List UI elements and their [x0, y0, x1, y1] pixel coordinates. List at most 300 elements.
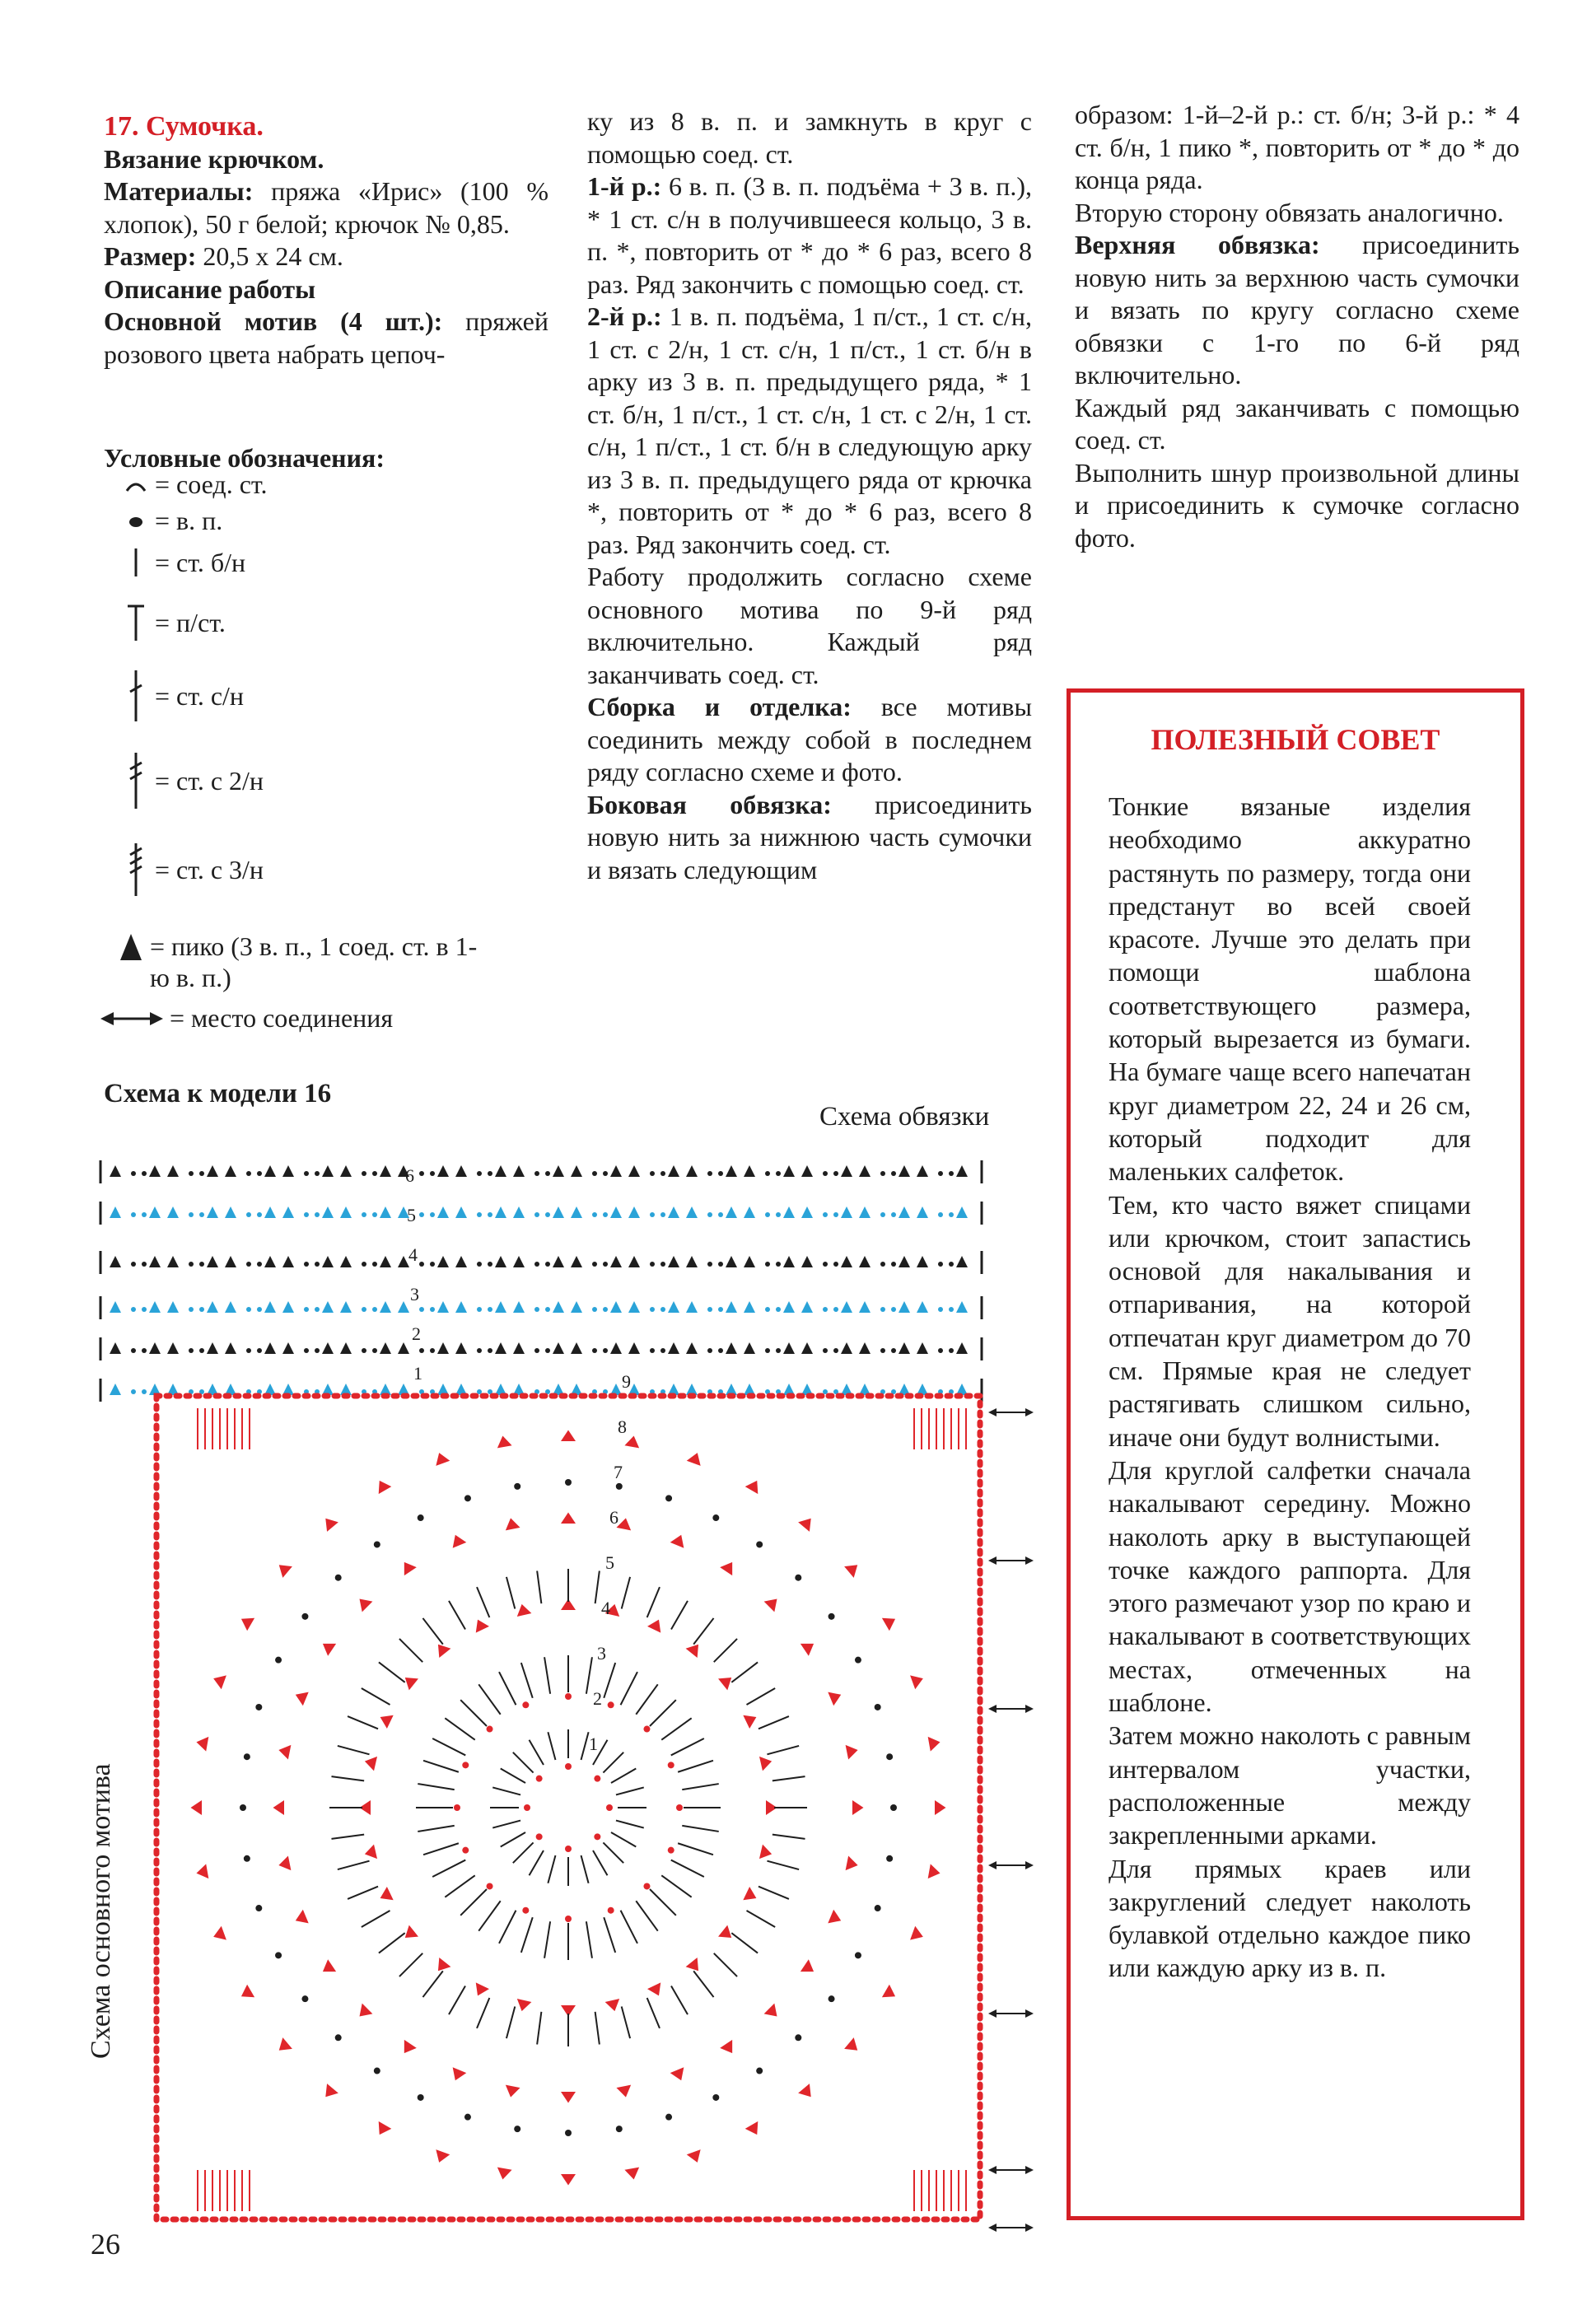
- edging-row-number: 5: [407, 1205, 416, 1225]
- edging-picot: [610, 1301, 622, 1313]
- treble-icon: [122, 749, 150, 812]
- edging-chain: [949, 1212, 954, 1217]
- motif-stitch: [622, 1577, 630, 1609]
- motif-chain: [275, 1952, 282, 1958]
- motif-chain: [665, 2114, 672, 2121]
- edging-chain: [718, 1348, 723, 1353]
- edging-chain: [419, 1348, 424, 1353]
- edging-chain: [833, 1212, 838, 1217]
- legend-item: = в. п.: [122, 506, 222, 536]
- edging-chain: [131, 1389, 136, 1394]
- motif-stitch: [611, 1832, 636, 1847]
- motif-picot: [360, 2004, 373, 2017]
- edging-chain: [488, 1212, 492, 1217]
- motif-stitch: [693, 1618, 713, 1645]
- edging-picot: [207, 1165, 218, 1177]
- motif-row-number: 5: [605, 1552, 614, 1573]
- edging-picot: [610, 1206, 622, 1218]
- edging-picot: [513, 1165, 525, 1177]
- edging-picot: [455, 1165, 467, 1177]
- motif-chain: [244, 1753, 250, 1760]
- motif-picot: [241, 1618, 254, 1631]
- motif-stitch: [603, 1842, 623, 1863]
- motif-picot: [759, 1757, 772, 1771]
- edging-picot: [899, 1165, 910, 1177]
- edging-chain: [430, 1307, 435, 1312]
- edging-chain: [891, 1307, 896, 1312]
- motif-diagram: [156, 1396, 980, 2219]
- join-arrow-icon: [99, 1006, 165, 1031]
- edging-chain: [362, 1171, 366, 1176]
- edging-picot: [956, 1342, 968, 1354]
- edging-chain: [823, 1212, 828, 1217]
- motif-chain: [255, 1704, 262, 1710]
- edging-picot: [282, 1301, 294, 1313]
- edging-chain: [372, 1262, 377, 1267]
- motif-stitch: [423, 1761, 459, 1772]
- edging-chain: [142, 1212, 147, 1217]
- edging-picot: [110, 1384, 121, 1395]
- motif-chain: [608, 1701, 614, 1708]
- motif-picot: [436, 1453, 450, 1466]
- edging-chain: [362, 1307, 366, 1312]
- edging-chain: [246, 1348, 251, 1353]
- motif-chain: [616, 2126, 623, 2132]
- edging-picot: [149, 1342, 161, 1354]
- edging-chain: [660, 1212, 665, 1217]
- half-double-icon: [122, 601, 150, 644]
- top-edging-text: присоединить новую нить за верхнюю часть сумочки и вязать по кругу согласно схеме обвязки с 1-го по 6-й ряд включительно.: [1075, 230, 1519, 390]
- edging-chain: [592, 1348, 597, 1353]
- edging-chain: [592, 1212, 597, 1217]
- edging-chain: [430, 1262, 435, 1267]
- edging-chain: [765, 1348, 770, 1353]
- arrow-head: [1025, 1861, 1034, 1869]
- motif-chain: [886, 1753, 893, 1760]
- motif-chain: [890, 1804, 897, 1811]
- edging-picot: [917, 1256, 928, 1267]
- edging-picot: [207, 1256, 218, 1267]
- edging-picot: [455, 1206, 467, 1218]
- edging-chain: [534, 1262, 539, 1267]
- crochet-diagram: [91, 1141, 1034, 2236]
- motif-row-number: 1: [589, 1734, 598, 1754]
- legend: [99, 443, 560, 1046]
- edging-chain: [949, 1348, 954, 1353]
- column-2: [587, 105, 1032, 886]
- paragraph: образом: 1-й–2-й р.: ст. б/н; 3-й р.: * 4 ст. б/н, 1 пико *, повторить от * до * до конца ряда.: [1075, 100, 1519, 194]
- motif-stitch: [581, 1855, 589, 1883]
- edging-chain: [660, 1348, 665, 1353]
- edging-chain: [419, 1212, 424, 1217]
- materials-text: пряжа «Ирис» (100 % хлопок), 50 г белой; крючок № 0,85.: [104, 176, 548, 239]
- motif-picot: [453, 2067, 467, 2080]
- edging-picot: [110, 1165, 121, 1177]
- motif-stitch: [650, 1889, 676, 1916]
- edging-diagram: [100, 1160, 982, 1402]
- edging-chain: [477, 1307, 482, 1312]
- motif-stitch: [521, 1917, 533, 1953]
- motif-stitch: [348, 1887, 378, 1899]
- edging-picot: [322, 1206, 334, 1218]
- motif-text: пряжей розового цвета набрать цепоч-: [104, 306, 548, 369]
- motif-chain: [536, 1776, 543, 1782]
- edging-picot: [398, 1256, 409, 1267]
- edging-chain: [372, 1307, 377, 1312]
- motif-picot: [745, 2121, 758, 2135]
- motif-picot: [325, 2084, 338, 2097]
- edging-chain: [131, 1171, 136, 1176]
- edging-picot: [340, 1256, 352, 1267]
- tip-title: ПОЛЕЗНЫЙ СОВЕТ: [1151, 723, 1440, 756]
- edging-picot: [571, 1165, 582, 1177]
- edging-picot: [628, 1165, 640, 1177]
- motif-picot: [323, 1644, 336, 1656]
- motif-picot: [273, 1800, 285, 1815]
- edging-chain: [315, 1348, 320, 1353]
- edging-chain: [257, 1262, 262, 1267]
- motif-picot: [438, 1645, 450, 1658]
- edging-chain: [776, 1348, 781, 1353]
- edging-picot: [668, 1165, 679, 1177]
- edging-picot: [398, 1301, 409, 1313]
- edging-picot: [628, 1342, 640, 1354]
- edging-chain: [142, 1307, 147, 1312]
- motif-chain: [565, 1763, 572, 1770]
- edging-chain: [545, 1212, 550, 1217]
- edging-picot: [899, 1206, 910, 1218]
- edging-chain: [534, 1171, 539, 1176]
- edging-chain: [891, 1262, 896, 1267]
- edging-picot: [207, 1206, 218, 1218]
- edging-chain: [823, 1348, 828, 1353]
- motif-stitch: [432, 1860, 465, 1877]
- edging-chain: [199, 1262, 204, 1267]
- motif-stitch: [331, 1776, 364, 1780]
- motif-picot: [687, 1453, 701, 1466]
- edging-picot: [744, 1165, 755, 1177]
- arrow-head: [1025, 1556, 1034, 1565]
- edging-chain: [477, 1171, 482, 1176]
- motif-picot: [497, 1435, 512, 1448]
- motif-chain: [464, 2114, 471, 2121]
- join-arrows: [988, 1408, 1034, 2232]
- edging-picot: [899, 1342, 910, 1354]
- motif-stitch: [477, 1998, 489, 2028]
- motif-stitch: [714, 1953, 737, 1976]
- edging-picot: [956, 1256, 968, 1267]
- edging-chain: [488, 1307, 492, 1312]
- edging-picot: [398, 1342, 409, 1354]
- legend-item: = ст. с/н: [122, 667, 244, 725]
- motif-chain: [565, 1479, 572, 1486]
- motif-chain: [829, 1995, 835, 2002]
- motif-stitch: [682, 1784, 718, 1790]
- edging-chain: [707, 1348, 712, 1353]
- edging-chain: [488, 1171, 492, 1176]
- motif-chain: [668, 1847, 674, 1854]
- motif-picot: [196, 1737, 208, 1752]
- page-number: 26: [91, 2228, 120, 2261]
- edging-picot: [917, 1342, 928, 1354]
- motif-stitch: [671, 1860, 704, 1877]
- motif-stitch: [548, 1855, 555, 1883]
- motif-stitch: [338, 1746, 370, 1754]
- edging-picot: [553, 1165, 564, 1177]
- motif-picot: [405, 1925, 418, 1938]
- edging-picot: [859, 1165, 871, 1177]
- motif-picot: [624, 2168, 639, 2180]
- motif-stitch: [671, 1986, 688, 2015]
- edging-picot: [726, 1256, 737, 1267]
- edging-picot: [513, 1301, 525, 1313]
- motif-picot: [910, 1675, 923, 1689]
- motif-stitch: [478, 1684, 500, 1714]
- edging-picot: [726, 1165, 737, 1177]
- motif-picot: [436, 2149, 450, 2163]
- motif-picot: [764, 2004, 777, 2017]
- edging-row-number: 3: [410, 1284, 419, 1304]
- edging-picot: [149, 1165, 161, 1177]
- edging-picot: [610, 1342, 622, 1354]
- edging-picot: [783, 1301, 795, 1313]
- edging-chain: [707, 1212, 712, 1217]
- edging-chain: [880, 1348, 885, 1353]
- motif-picot: [405, 1678, 418, 1690]
- motif-picot: [846, 1745, 858, 1760]
- edging-picot: [455, 1301, 467, 1313]
- motif-stitch: [731, 1662, 758, 1682]
- edging-picot: [495, 1206, 506, 1218]
- edging-picot: [628, 1301, 640, 1313]
- edging-picot: [610, 1256, 622, 1267]
- motif-picot: [759, 1845, 772, 1860]
- join-arrow-icon: [988, 1556, 1034, 1565]
- edging-chain: [603, 1307, 608, 1312]
- motif-picot: [852, 1800, 864, 1815]
- edging-picot: [380, 1301, 391, 1313]
- edging-picot: [686, 1301, 698, 1313]
- join-arrow-icon: [988, 1705, 1034, 1713]
- edging-chain: [776, 1262, 781, 1267]
- motif-picot: [196, 1864, 208, 1878]
- motif-picot: [213, 1675, 226, 1689]
- edging-picot: [513, 1206, 525, 1218]
- arrow-head: [1025, 2224, 1034, 2232]
- motif-stitch: [544, 1657, 550, 1693]
- edging-picot: [686, 1206, 698, 1218]
- legend-item: = пико (3 в. п., 1 соед. ст. в 1-ю в. п.): [117, 931, 496, 993]
- edging-chain: [534, 1212, 539, 1217]
- edging-picot: [917, 1165, 928, 1177]
- double-treble-icon: [122, 840, 150, 899]
- edging-chain: [650, 1307, 655, 1312]
- picot-icon: [117, 931, 145, 964]
- motif-picot: [561, 2092, 576, 2103]
- motif-stitch: [499, 1911, 516, 1944]
- motif-chain: [606, 1804, 613, 1811]
- motif-stitch: [460, 1889, 487, 1916]
- motif-stitch: [621, 1672, 637, 1705]
- motif-chain: [462, 1762, 469, 1768]
- motif-stitch: [423, 1843, 459, 1855]
- edging-chain: [315, 1171, 320, 1176]
- motif-stitch: [501, 1769, 525, 1784]
- motif-stitch: [460, 1700, 487, 1726]
- edging-chain: [419, 1171, 424, 1176]
- edging-chain: [477, 1262, 482, 1267]
- motif-row-number: 8: [618, 1416, 627, 1437]
- edging-chain: [949, 1262, 954, 1267]
- work-heading: Описание работы: [104, 273, 316, 304]
- edging-row-number: 4: [408, 1244, 418, 1265]
- arrow-head: [988, 2166, 997, 2174]
- motif-chain: [240, 1804, 246, 1811]
- motif-chain: [462, 1847, 469, 1854]
- motif-picot: [670, 1535, 684, 1548]
- motif-stitch: [647, 1998, 660, 2028]
- motif-stitch: [671, 1738, 704, 1755]
- edging-chain: [765, 1171, 770, 1176]
- motif-chain: [712, 2094, 719, 2101]
- edging-chain: [131, 1212, 136, 1217]
- edging-chain: [650, 1348, 655, 1353]
- edging-picot: [571, 1342, 582, 1354]
- motif-chain: [875, 1905, 881, 1911]
- edging-picot: [264, 1301, 276, 1313]
- motif-stitch: [348, 1716, 378, 1729]
- motif-stitch: [544, 1921, 550, 1958]
- motif-picot: [935, 1800, 946, 1815]
- edging-picot: [744, 1256, 755, 1267]
- size-label: Размер:: [104, 241, 197, 271]
- paragraph: Работу продолжить согласно схеме основного мотива по 9-й ряд включительно. Каждый ряд заканчивать соед. ст.: [587, 562, 1032, 689]
- motif-stitch: [379, 1662, 405, 1682]
- arrow-head: [1025, 1408, 1034, 1416]
- paragraph: ку из 8 в. п. и замкнуть в круг с помощью соед. ст.: [587, 106, 1032, 169]
- edging-picot: [783, 1342, 795, 1354]
- motif-stitch: [603, 1752, 623, 1773]
- motif-chain: [335, 2034, 342, 2041]
- edging-chain: [246, 1307, 251, 1312]
- edging-chain: [603, 1171, 608, 1176]
- arrow-head: [1025, 2009, 1034, 2018]
- tip-paragraph: Для прямых краев или закруглений следует наколоть булавкой отдельно каждое пико или каждую арку из в. п.: [1109, 1853, 1471, 1983]
- motif-stitch: [586, 1921, 592, 1958]
- motif-picot: [380, 1887, 394, 1900]
- useful-tip-box: [1067, 688, 1524, 2220]
- edging-chain: [257, 1212, 262, 1217]
- edging-picot: [726, 1342, 737, 1354]
- motif-chain: [565, 1693, 572, 1700]
- motif-chain: [855, 1952, 861, 1958]
- edging-picot: [956, 1206, 968, 1218]
- size-text: 20,5 х 24 см.: [203, 241, 343, 271]
- motif-picot: [241, 1985, 254, 1998]
- edging-picot: [495, 1342, 506, 1354]
- edging-picot: [841, 1342, 852, 1354]
- motif-label: Основной мотив (4 шт.):: [104, 306, 443, 336]
- edging-chain: [419, 1262, 424, 1267]
- edging-picot: [783, 1206, 795, 1218]
- edging-picot: [340, 1206, 352, 1218]
- edging-chain: [707, 1262, 712, 1267]
- edging-picot: [149, 1256, 161, 1267]
- motif-picot: [743, 1715, 756, 1729]
- motif-stitch: [521, 1663, 533, 1698]
- edging-chain: [545, 1348, 550, 1353]
- motif-row-number: 2: [593, 1688, 602, 1709]
- edging-picot: [628, 1256, 640, 1267]
- motif-picot: [476, 1620, 489, 1633]
- motif-picot: [882, 1985, 895, 1998]
- edging-chain: [603, 1212, 608, 1217]
- edging-chain: [545, 1171, 550, 1176]
- motif-stitch: [772, 1776, 805, 1780]
- edging-picot: [495, 1165, 506, 1177]
- edging-chain: [246, 1262, 251, 1267]
- motif-picot: [718, 1925, 731, 1938]
- edging-picot: [437, 1165, 449, 1177]
- edging-chain: [199, 1307, 204, 1312]
- motif-picot: [801, 1959, 814, 1972]
- edging-chain: [477, 1212, 482, 1217]
- motif-picot: [801, 1644, 814, 1656]
- edging-chain: [891, 1171, 896, 1176]
- motif-picot: [517, 1999, 532, 2011]
- edging-chain: [131, 1262, 136, 1267]
- edging-picot: [801, 1342, 813, 1354]
- edging-chain: [823, 1262, 828, 1267]
- motif-chain: [514, 2126, 520, 2132]
- motif-stitch: [767, 1861, 799, 1869]
- edging-chain: [592, 1307, 597, 1312]
- edging-chain: [833, 1348, 838, 1353]
- edging-picot: [225, 1206, 236, 1218]
- motif-schema-title: Схема основного мотива: [86, 1763, 116, 2059]
- motif-stitch: [530, 1740, 544, 1765]
- edging-chain: [823, 1171, 828, 1176]
- motif-picot: [624, 1435, 639, 1448]
- motif-picot: [670, 2067, 684, 2080]
- edging-chain: [707, 1307, 712, 1312]
- edging-chain: [430, 1212, 435, 1217]
- motif-stitch: [714, 1639, 737, 1662]
- edging-picot: [686, 1165, 698, 1177]
- edging-picot: [783, 1165, 795, 1177]
- motif-chain: [454, 1804, 460, 1811]
- motif-stitch: [650, 1700, 676, 1726]
- edging-chain: [315, 1212, 320, 1217]
- article-title: 17. Сумочка.: [104, 111, 264, 142]
- edging-chain: [131, 1348, 136, 1353]
- edging-picot: [610, 1165, 622, 1177]
- motif-chain: [418, 2094, 424, 2101]
- motif-stitch: [331, 1835, 364, 1839]
- row1-text: 6 в. п. (3 в. п. подъёма + 3 в. п.), * 1 ст. с/н в получившееся кольцо, 3 в. п. *, повторить от * до * 6 раз, всего 8 раз. Ряд закончить с помощью соед. ст.: [587, 171, 1033, 299]
- edging-picot: [917, 1206, 928, 1218]
- edging-picot: [859, 1256, 871, 1267]
- edging-picot: [744, 1342, 755, 1354]
- motif-chain: [522, 1701, 529, 1708]
- motif-chain: [665, 1495, 672, 1501]
- motif-picot: [798, 1519, 811, 1532]
- motif-stitch: [661, 1718, 691, 1739]
- arrow-head: [988, 1861, 997, 1869]
- motif-stitch: [530, 1850, 544, 1875]
- motif-picot: [323, 1959, 336, 1972]
- edging-picot: [744, 1206, 755, 1218]
